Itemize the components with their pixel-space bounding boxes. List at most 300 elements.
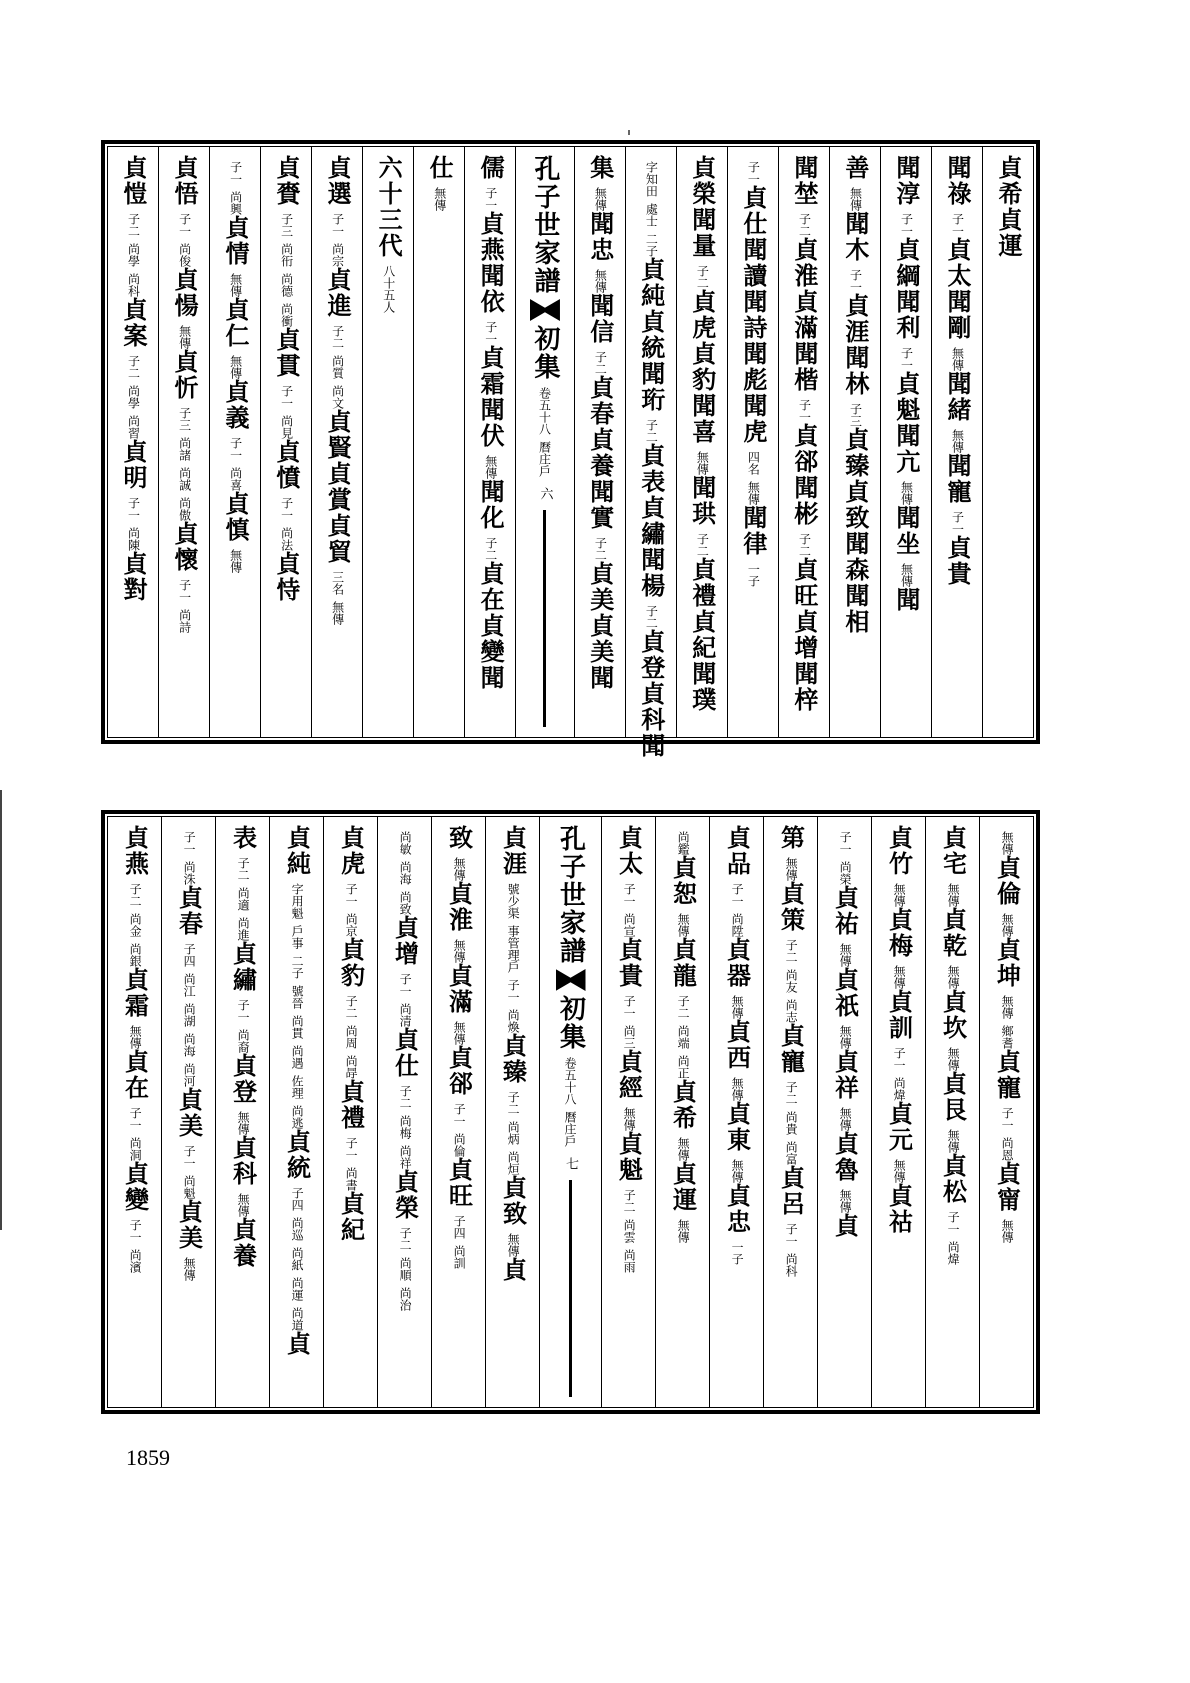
name-entry: 貞虎 — [687, 289, 717, 341]
annotation: 無傳 — [946, 1129, 961, 1153]
name-entry: 貞旺 — [789, 557, 819, 609]
name-entry: 貞滿 — [444, 963, 474, 1015]
annotation: 尚江 — [182, 973, 197, 997]
name-entry: 貞養 — [585, 427, 615, 479]
annotation: 無傳 — [330, 601, 345, 625]
annotation: 子一 — [452, 1103, 467, 1127]
annotation: 無傳 — [228, 273, 243, 297]
annotation: 子二 — [797, 533, 812, 557]
annotation: 尚河 — [182, 1063, 197, 1087]
name-entry: 貞淮 — [444, 881, 474, 933]
annotation: 子一 — [622, 883, 637, 907]
annotation: 子二 — [644, 605, 659, 629]
name-entry: 貞涯 — [498, 825, 528, 877]
name-entry: 貞郤 — [444, 1045, 474, 1097]
entry-column — [108, 817, 161, 1407]
annotation: 尚裔 — [236, 1029, 251, 1053]
name-entry: 貞繡 — [228, 941, 258, 993]
annotation: 無傳 — [452, 1021, 467, 1045]
name-entry: 貞賢 — [323, 409, 353, 461]
name-entry: 貞統 — [282, 1129, 312, 1181]
name-entry: 貞艮 — [938, 1071, 968, 1123]
annotation: 尚貫 — [290, 1015, 305, 1039]
annotation: 無傳 — [899, 481, 914, 505]
annotation: 子一 — [182, 1145, 197, 1169]
name-entry: 表 — [228, 825, 258, 851]
annotation: 尚魁 — [182, 1175, 197, 1199]
annotation: 無傳 — [452, 939, 467, 963]
annotation: 無傳 — [228, 355, 243, 379]
name-entry: 貞變 — [120, 1161, 150, 1213]
name-entry: 貞龍 — [668, 937, 698, 989]
name-entry: 貞榮 — [687, 155, 717, 207]
name-entry: 聞坐 — [891, 505, 921, 557]
name-entry: 貞慎 — [221, 491, 251, 543]
annotation: 無傳 — [676, 913, 691, 937]
annotation: 尚學 — [126, 243, 141, 267]
annotation: 無傳 — [946, 883, 961, 907]
name-entry: 貞恃 — [272, 551, 302, 603]
annotation: 字知田 — [644, 161, 659, 197]
name-entry: 貞經 — [614, 1049, 644, 1101]
name-entry: 聞 — [636, 733, 666, 759]
annotation: 子二 — [784, 939, 799, 963]
annotation: 尚道 — [290, 1307, 305, 1331]
name-entry: 貞魯 — [830, 1131, 860, 1183]
name-entry: 貞禮 — [687, 557, 717, 609]
annotation: 尚友 — [784, 969, 799, 993]
annotation: 子一 — [177, 579, 192, 603]
name-entry: 貞在 — [476, 561, 506, 613]
annotation: 子二 — [784, 1081, 799, 1105]
annotation: 子一 — [1000, 1107, 1015, 1131]
annotation: 尚運 — [290, 1277, 305, 1301]
annotation: 子二 — [593, 351, 608, 375]
annotation: 無傳 — [593, 269, 608, 293]
name-entry: 貞祐 — [830, 885, 860, 937]
name-entry: 善 — [840, 155, 870, 181]
name-entry: 聞璞 — [687, 661, 717, 713]
annotation: 子一 — [228, 437, 243, 461]
entry-column — [413, 147, 464, 737]
name-entry: 聞楊 — [636, 547, 666, 599]
center-rule — [543, 510, 546, 727]
annotation: 無傳 — [182, 1257, 197, 1281]
annotation: 無傳 — [1000, 831, 1015, 855]
annotation: 尚京 — [344, 913, 359, 937]
series-label: 初集 — [529, 325, 560, 381]
annotation: 尚銀 — [128, 943, 143, 967]
annotation: 尚正 — [676, 1055, 691, 1079]
name-entry: 貞貿 — [323, 513, 353, 565]
name-entry: 貞坎 — [938, 989, 968, 1041]
page-number: 1859 — [126, 1445, 170, 1470]
annotation: 尚湖 — [182, 1003, 197, 1027]
annotation: 尚衎 — [279, 243, 294, 267]
name-entry: 貞美 — [585, 613, 615, 665]
annotation: 尚陞 — [730, 913, 745, 937]
name-entry: 貞仁 — [221, 297, 251, 349]
name-entry: 貞寵 — [776, 1023, 806, 1075]
name-entry: 聞相 — [840, 583, 870, 635]
annotation: 子二 — [695, 533, 710, 557]
columns-bottom — [108, 817, 1033, 1407]
name-entry: 貞臻 — [840, 427, 870, 479]
entry-column — [925, 817, 979, 1407]
annotation: 尚端 — [676, 1025, 691, 1049]
name-entry: 貞養 — [228, 1217, 258, 1269]
annotation: 佐理 — [290, 1075, 305, 1099]
name-entry: 貞科 — [228, 1135, 258, 1187]
annotation: 子一 — [128, 1219, 143, 1243]
annotation: 子一 — [950, 511, 965, 535]
name-entry: 貞登 — [228, 1053, 258, 1105]
annotation: 事管理戶 — [506, 925, 521, 973]
entry-column — [377, 817, 431, 1407]
name-entry: 貞滿 — [789, 289, 819, 341]
name-entry: 貞榮 — [390, 1169, 420, 1221]
entry-column — [431, 817, 485, 1407]
name-entry: 貞希 — [993, 155, 1023, 207]
annotation: 無傳 — [848, 187, 863, 211]
annotation: 尚三 — [622, 1025, 637, 1049]
branch-label: 曆庄戶 — [563, 1111, 578, 1147]
annotation: 尚梅 — [398, 1115, 413, 1139]
annotation: 子三 — [848, 403, 863, 427]
name-entry: 貞春 — [174, 885, 204, 937]
annotation: 無傳 — [784, 857, 799, 881]
annotation: 二子 — [644, 233, 659, 257]
annotation: 無傳 — [730, 1159, 745, 1183]
annotation: 子一 — [344, 1137, 359, 1161]
annotation: 子一 — [398, 973, 413, 997]
annotation: 尚煒 — [946, 1241, 961, 1265]
annotation: 尚貴 — [784, 1111, 799, 1135]
name-entry: 聞喜 — [687, 393, 717, 445]
annotation: 四名 — [746, 451, 761, 475]
annotation: 處士 — [644, 203, 659, 227]
annotation: 一子 — [730, 1241, 745, 1265]
name-entry: 貞賚 — [272, 155, 302, 207]
name-entry: 聞利 — [891, 289, 921, 341]
annotation: 尚遇 — [290, 1045, 305, 1069]
annotation: 子一 — [330, 213, 345, 237]
annotation: 子四 — [290, 1187, 305, 1211]
name-entry: 六十三代 — [374, 155, 404, 259]
center-title-column — [539, 817, 601, 1407]
name-entry: 貞致 — [840, 479, 870, 531]
name-entry: 貞寵 — [992, 1049, 1022, 1101]
name-entry: 聞木 — [840, 211, 870, 263]
fishtail-mark — [556, 969, 586, 991]
annotation: 尚敏 — [398, 831, 413, 855]
name-entry: 聞伏 — [476, 397, 506, 449]
name-entry: 貞燕 — [120, 825, 150, 877]
genealogy-panel-bottom — [101, 810, 1040, 1414]
name-entry: 貞明 — [118, 439, 148, 491]
name-entry: 集 — [585, 155, 615, 181]
name-entry: 聞彬 — [789, 475, 819, 527]
annotation: 尚清 — [398, 1003, 413, 1027]
entry-column — [161, 817, 215, 1407]
name-entry: 聞虎 — [738, 393, 768, 445]
annotation: 子一 — [899, 213, 914, 237]
name-entry: 聞祿 — [942, 155, 972, 207]
page-edge-shadow — [0, 790, 2, 1230]
name-entry: 貞坤 — [992, 937, 1022, 989]
name-entry: 第 — [776, 825, 806, 851]
entry-column — [260, 147, 311, 737]
name-entry: 貞純 — [282, 825, 312, 877]
volume-label: 卷五十八 — [563, 1057, 578, 1105]
name-entry: 貞甯 — [992, 1161, 1022, 1213]
entry-column — [676, 147, 727, 737]
annotation: 無傳 — [676, 1219, 691, 1243]
name-entry: 聞林 — [840, 345, 870, 397]
book-title: 孔子世家譜 — [529, 155, 560, 295]
annotation: 子一 — [279, 385, 294, 409]
annotation: 無傳 — [899, 563, 914, 587]
annotation: 無傳 — [892, 1159, 907, 1183]
annotation: 尚海 — [398, 861, 413, 885]
name-entry: 貞美 — [174, 1199, 204, 1251]
annotation: 字用魁 — [290, 883, 305, 919]
annotation: 尚榮 — [838, 861, 853, 885]
annotation: 子一 — [838, 831, 853, 855]
name-entry: 貞策 — [776, 881, 806, 933]
annotation: 子二 — [126, 355, 141, 379]
annotation: 無傳 — [236, 1193, 251, 1217]
name-entry: 貞仕 — [390, 1027, 420, 1079]
name-entry: 貞繡 — [636, 495, 666, 547]
annotation: 子二 — [676, 995, 691, 1019]
name-entry: 貞美 — [585, 561, 615, 613]
entry-column — [829, 147, 880, 737]
name-entry: 貞魁 — [614, 1131, 644, 1183]
name-entry: 儒 — [476, 155, 506, 181]
name-entry: 貞忠 — [722, 1183, 752, 1235]
name-entry: 貞霜 — [476, 345, 506, 397]
annotation: 尚富 — [784, 1141, 799, 1165]
fishtail-mark — [530, 299, 560, 321]
name-entry: 貞運 — [993, 207, 1023, 259]
annotation: 無傳 — [950, 347, 965, 371]
name-entry: 聞 — [891, 587, 921, 613]
name-entry: 貞紀 — [687, 609, 717, 661]
annotation: 尚宗 — [330, 243, 345, 267]
annotation: 子三 — [279, 213, 294, 237]
name-entry: 致 — [444, 825, 474, 851]
annotation: 子二 — [398, 1085, 413, 1109]
entry-column — [778, 147, 829, 737]
name-entry: 貞科 — [636, 681, 666, 733]
name-entry: 貞希 — [668, 1079, 698, 1131]
name-entry: 貞祜 — [884, 1183, 914, 1235]
name-entry: 聞楷 — [789, 341, 819, 393]
annotation: 戶事 — [290, 925, 305, 949]
annotation: 子二 — [644, 419, 659, 443]
name-entry: 聞依 — [476, 263, 506, 315]
entry-column — [871, 817, 925, 1407]
annotation: 子四 — [182, 943, 197, 967]
name-entry: 貞燕 — [476, 211, 506, 263]
name-entry: 聞埜 — [789, 155, 819, 207]
annotation: 尚祥 — [398, 1145, 413, 1169]
name-entry: 貞器 — [722, 937, 752, 989]
annotation: 尚順 — [398, 1257, 413, 1281]
annotation: 尚倫 — [452, 1133, 467, 1157]
entry-column — [362, 147, 413, 737]
annotation: 子一 — [177, 213, 192, 237]
annotation: 無傳 — [452, 857, 467, 881]
annotation: 無傳 — [950, 429, 965, 453]
annotation: 尚傲 — [177, 497, 192, 521]
annotation: 尚法 — [279, 527, 294, 551]
annotation: 尚巡 — [290, 1217, 305, 1241]
annotation: 子二 — [128, 883, 143, 907]
annotation: 一子 — [746, 563, 761, 587]
name-entry: 貞 — [830, 1213, 860, 1239]
annotation: 子一 — [506, 979, 521, 1003]
annotation: 尚宣 — [622, 913, 637, 937]
annotation: 子一 — [483, 321, 498, 345]
annotation: 子三 — [177, 407, 192, 431]
annotation: 無傳 — [730, 995, 745, 1019]
name-entry: 貞旺 — [444, 1157, 474, 1209]
name-entry: 貞運 — [668, 1161, 698, 1213]
annotation: 尚書 — [344, 1167, 359, 1191]
name-entry: 聞讀 — [738, 237, 768, 289]
annotation: 無傳 — [622, 1107, 637, 1131]
annotation: 無傳 — [695, 451, 710, 475]
name-entry: 貞美 — [174, 1087, 204, 1139]
annotation: 子一 — [622, 995, 637, 1019]
annotation: 子一 — [236, 999, 251, 1023]
name-entry: 仕 — [425, 155, 455, 181]
name-entry: 聞淳 — [891, 155, 921, 207]
annotation: 子二 — [483, 537, 498, 561]
annotation: 無傳 — [1000, 1219, 1015, 1243]
name-entry: 貞太 — [942, 237, 972, 289]
annotation: 鄉耆 — [1000, 1025, 1015, 1049]
name-entry: 貞 — [282, 1331, 312, 1357]
name-entry: 貞豹 — [687, 341, 717, 393]
annotation: 尚誠 — [177, 467, 192, 491]
annotation: 子二 — [593, 537, 608, 561]
name-entry: 貞登 — [636, 629, 666, 681]
name-entry: 聞信 — [585, 293, 615, 345]
annotation: 尚科 — [126, 273, 141, 297]
name-entry: 貞東 — [722, 1101, 752, 1153]
annotation: 無傳 — [946, 965, 961, 989]
annotation: 尚衝 — [279, 303, 294, 327]
name-entry: 貞淮 — [789, 237, 819, 289]
series-label: 初集 — [555, 995, 586, 1051]
annotation: 尚質 — [330, 355, 345, 379]
annotation: 無傳 — [892, 965, 907, 989]
name-entry: 貞祥 — [830, 1049, 860, 1101]
annotation: 無傳 — [1000, 995, 1015, 1019]
name-entry: 聞彪 — [738, 341, 768, 393]
entry-column — [209, 147, 260, 737]
annotation: 尚德 — [279, 273, 294, 297]
name-entry: 貞霜 — [120, 967, 150, 1019]
annotation: 子一 — [182, 831, 197, 855]
annotation: 子一 — [797, 399, 812, 423]
annotation: 子一 — [228, 161, 243, 185]
annotation: 無傳 — [177, 325, 192, 349]
name-entry: 貞貴 — [614, 937, 644, 989]
annotation: 子一 — [899, 347, 914, 371]
annotation: 尚志 — [784, 999, 799, 1023]
name-entry: 聞 — [476, 665, 506, 691]
annotation: 號晉 — [290, 985, 305, 1009]
entry-column — [817, 817, 871, 1407]
name-entry: 貞虎 — [336, 825, 366, 877]
name-entry: 貞西 — [722, 1019, 752, 1071]
annotation: 無傳 — [838, 1107, 853, 1131]
annotation: 無傳 — [483, 455, 498, 479]
annotation: 子一 — [128, 1107, 143, 1131]
annotation: 尚鑑 — [676, 831, 691, 855]
annotation: 八十五人 — [381, 265, 396, 313]
annotation: 無傳 — [946, 1047, 961, 1071]
annotation: 尚洞 — [128, 1137, 143, 1161]
annotation: 子一 — [950, 213, 965, 237]
name-entry: 貞案 — [118, 297, 148, 349]
annotation: 子二 — [695, 265, 710, 289]
name-entry: 貞涯 — [840, 293, 870, 345]
annotation: 尚煥 — [506, 1009, 521, 1033]
annotation: 無傳 — [838, 1189, 853, 1213]
annotation: 尚金 — [128, 913, 143, 937]
annotation: 子一 — [746, 161, 761, 185]
entry-column — [601, 817, 655, 1407]
center-rule — [569, 1180, 572, 1397]
annotation: 無傳 — [1000, 913, 1015, 937]
name-entry: 聞實 — [585, 479, 615, 531]
name-entry: 貞元 — [884, 1101, 914, 1153]
entry-column — [763, 817, 817, 1407]
annotation: 無傳 — [746, 481, 761, 505]
entry-column — [625, 147, 676, 759]
annotation: 二子 — [290, 955, 305, 979]
name-entry: 聞森 — [840, 531, 870, 583]
annotation: 子二 — [330, 325, 345, 349]
name-entry: 貞悟 — [169, 155, 199, 207]
name-entry: 貞選 — [323, 155, 353, 207]
entry-column — [574, 147, 625, 737]
name-entry: 貞愷 — [118, 155, 148, 207]
annotation: 尚洙 — [182, 861, 197, 885]
annotation: 無傳 — [838, 1025, 853, 1049]
annotation: 子二 — [344, 995, 359, 1019]
name-entry: 貞太 — [614, 825, 644, 877]
annotation: 尚文 — [330, 385, 345, 409]
name-entry: 貞郤 — [789, 423, 819, 475]
name-entry: 貞 — [498, 1257, 528, 1283]
name-entry: 貞忻 — [169, 349, 199, 401]
name-entry: 貞對 — [118, 551, 148, 603]
name-entry: 聞寵 — [942, 453, 972, 505]
annotation: 子二 — [398, 1227, 413, 1251]
annotation: 無傳 — [838, 943, 853, 967]
name-entry: 貞訓 — [884, 989, 914, 1041]
annotation: 尚冔 — [344, 1055, 359, 1079]
name-entry: 貞純 — [636, 257, 666, 309]
name-entry: 聞珙 — [687, 475, 717, 527]
name-entry: 貞進 — [323, 267, 353, 319]
